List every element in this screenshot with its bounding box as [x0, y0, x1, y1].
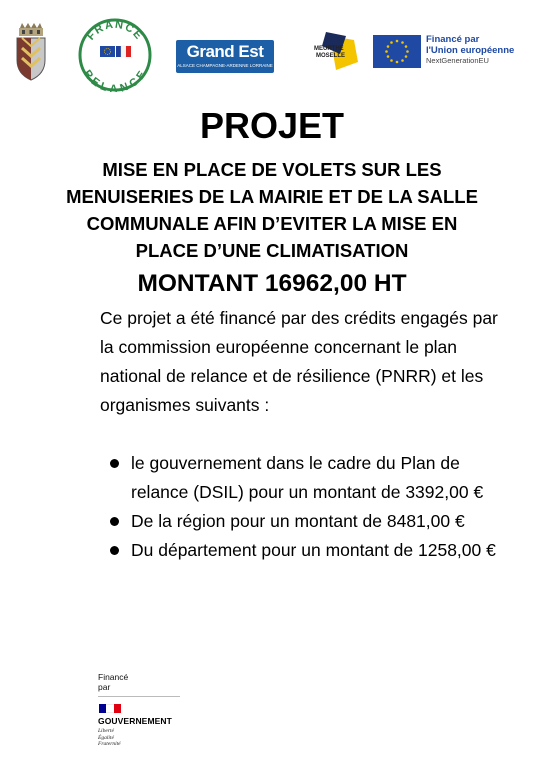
meurthe-line1: MEURTHE: [314, 46, 344, 52]
relance-line2: RELANCE: [80, 67, 150, 92]
project-subtitle: MISE EN PLACE DE VOLETS SUR LES MENUISERIES DE LA MAIRIE ET DE LA SALLE COMMUNALE AFIN D’EVITER LA MISE EN PLACE D’UNE CLIMATISATION: [66, 159, 478, 261]
bullet-icon: [110, 517, 119, 526]
financed-by-line2: par: [98, 682, 111, 692]
page-title: PROJET: [199, 105, 345, 146]
funder-text: De la région pour un montant de 8481,00 €: [131, 511, 465, 531]
relance-line1: FRANCE: [84, 18, 146, 43]
funder-text: le gouvernement dans le cadre du Plan de relance (DSIL) pour un montant de 3392,00 €: [131, 453, 484, 502]
list-item: [0, 507, 501, 536]
france-relance-icon: [78, 18, 152, 92]
eu-flag-icon: [373, 35, 421, 68]
bullet-icon: [110, 546, 119, 555]
government-logo: [98, 672, 188, 752]
coat-of-arms-icon: [14, 22, 48, 82]
grand-est-name: Grand Est: [186, 42, 264, 61]
meurthe-line2: MOSELLE: [316, 53, 346, 59]
divider: [98, 696, 180, 697]
france-relance-logo: [78, 18, 152, 92]
bullet-icon: [110, 459, 119, 468]
funder-text: Du département pour un montant de 1258,00 €: [131, 540, 496, 560]
list-item: [0, 449, 501, 507]
funders-list: [0, 449, 544, 565]
list-item: [0, 536, 501, 565]
financed-by-line1: Financé: [98, 672, 129, 682]
intro-paragraph: Ce projet a été financé par des crédits engagés par la commission européenne concernant le plan national de relance et de résilience (PNRR) et les organismes suivants :: [100, 308, 498, 415]
meurthe-moselle-logo: [300, 32, 358, 72]
eu-line1: Financé par: [426, 34, 480, 45]
grand-est-tagline: ALSACE CHAMPAGNE-ARDENNE LORRAINE: [177, 63, 273, 68]
eu-line2: l'Union européenne: [426, 45, 515, 56]
government-motto: [98, 728, 121, 748]
logo-bar: [0, 0, 544, 100]
eu-text: [426, 34, 514, 66]
motto-egalite: Égalité: [98, 734, 114, 741]
project-amount: MONTANT 16962,00 HT: [137, 270, 407, 297]
government-name: GOUVERNEMENT: [98, 716, 172, 726]
eu-logo: [373, 34, 537, 70]
grand-est-logo: [176, 40, 274, 73]
motto-liberte: Liberté: [98, 728, 114, 734]
eu-line3: NextGenerationEU: [426, 56, 489, 65]
coat-of-arms-logo: [14, 22, 48, 82]
french-flag-icon: [99, 704, 121, 713]
motto-fraternite: Fraternité: [98, 741, 121, 747]
